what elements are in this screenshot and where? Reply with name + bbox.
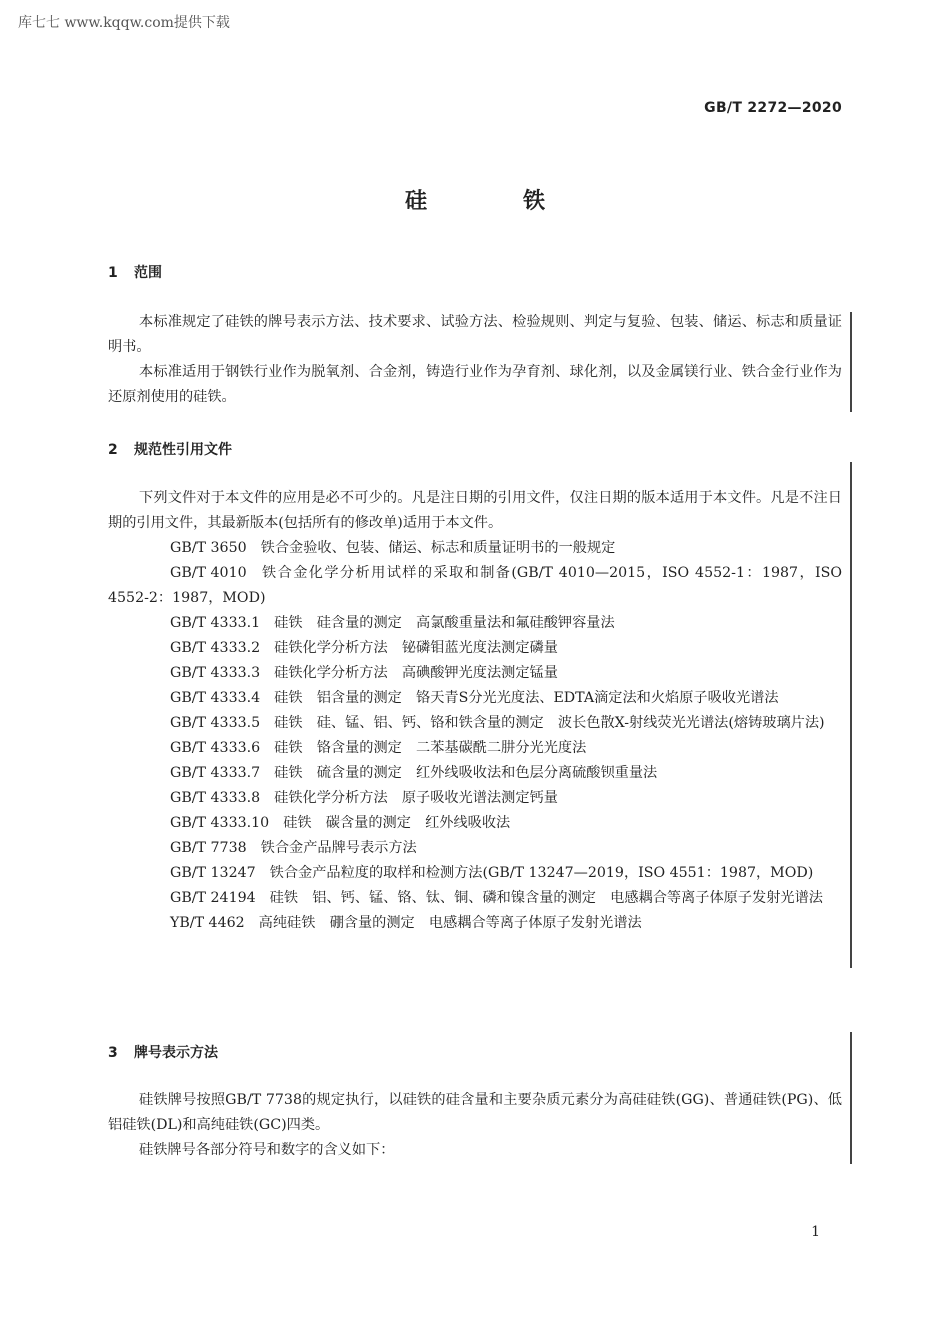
reference-title: 硅铁 铝含量的测定 铬天青S分光光度法、EDTA滴定法和火焰原子吸收光谱法 [274, 690, 779, 706]
reference-item [108, 561, 842, 611]
reference-item [108, 636, 842, 661]
section-heading-1 [108, 262, 162, 282]
section-1-body [108, 310, 842, 410]
change-bar [850, 462, 852, 968]
reference-code: GB/T 4333.10 [170, 815, 270, 831]
paragraph: 本标准规定了硅铁的牌号表示方法、技术要求、试验方法、检验规则、判定与复验、包装、储运、标志和质量证明书。 [108, 314, 842, 355]
reference-title: 硅铁 硅含量的测定 高氯酸重量法和氟硅酸钾容量法 [274, 615, 615, 631]
section-number: 3 [108, 1045, 118, 1061]
reference-title: 铁合金验收、包装、储运、标志和质量证明书的一般规定 [260, 540, 616, 556]
standard-number: GB/T 2272—2020 [704, 100, 842, 116]
reference-item [108, 786, 842, 811]
reference-title: 铁合金产品牌号表示方法 [260, 840, 417, 856]
section-3-body [108, 1088, 842, 1163]
paragraph: 硅铁牌号各部分符号和数字的含义如下： [139, 1142, 395, 1158]
reference-item [108, 761, 842, 786]
reference-item [108, 736, 842, 761]
reference-item [108, 611, 842, 636]
reference-code: GB/T 13247 [170, 865, 256, 881]
reference-code: GB/T 7738 [170, 840, 247, 856]
reference-item [108, 861, 842, 886]
reference-code: GB/T 3650 [170, 540, 247, 556]
reference-code: GB/T 4333.5 [170, 715, 261, 731]
reference-title: 硅铁 硫含量的测定 红外线吸收法和色层分离硫酸钡重量法 [274, 765, 658, 781]
reference-item [108, 686, 842, 711]
reference-item [108, 536, 842, 561]
page-title [0, 184, 950, 215]
reference-item [108, 836, 842, 861]
reference-code: GB/T 24194 [170, 890, 256, 906]
reference-code: GB/T 4333.2 [170, 640, 261, 656]
reference-title: 硅铁化学分析方法 高碘酸钾光度法测定锰量 [274, 665, 558, 681]
reference-title: 硅铁 硅、锰、铝、钙、铬和铁含量的测定 波长色散X-射线荧光光谱法(熔铸玻璃片法) [274, 715, 825, 731]
paragraph: 下列文件对于本文件的应用是必不可少的。凡是注日期的引用文件，仅注日期的版本适用于本文件。凡是不注日期的引用文件，其最新版本(包括所有的修改单)适用于本文件。 [108, 490, 842, 531]
section-number: 2 [108, 442, 118, 458]
page-number: 1 [811, 1224, 820, 1240]
reference-code: GB/T 4333.4 [170, 690, 261, 706]
reference-code: GB/T 4333.3 [170, 665, 261, 681]
reference-item [108, 811, 842, 836]
reference-title: 硅铁 铬含量的测定 二苯基碳酰二肼分光光度法 [274, 740, 587, 756]
section-heading-3 [108, 1042, 218, 1062]
reference-title: 硅铁 碳含量的测定 红外线吸收法 [283, 815, 511, 831]
title-char: 铁 [523, 189, 546, 214]
reference-code: GB/T 4333.8 [170, 790, 261, 806]
reference-title: 铁合金化学分析用试样的采取和制备(GB/T 4010—2015，ISO 4552-1：1987，ISO 4552-2：1987，MOD) [108, 565, 842, 606]
section-2-body [108, 486, 842, 936]
section-title: 规范性引用文件 [134, 442, 232, 458]
reference-title: 高纯硅铁 硼含量的测定 电感耦合等离子体原子发射光谱法 [258, 915, 642, 931]
reference-code: YB/T 4462 [170, 915, 245, 931]
change-bar [850, 1032, 852, 1164]
reference-item [108, 911, 842, 936]
reference-code: GB/T 4333.1 [170, 615, 261, 631]
section-title: 牌号表示方法 [134, 1045, 218, 1061]
watermark: 库七七 www.kqqw.com提供下载 [18, 15, 230, 31]
reference-item [108, 661, 842, 686]
change-bar [850, 312, 852, 412]
reference-item [108, 886, 842, 911]
paragraph: 本标准适用于钢铁行业作为脱氧剂、合金剂，铸造行业作为孕育剂、球化剂，以及金属镁行业、铁合金行业作为还原剂使用的硅铁。 [108, 364, 842, 405]
reference-title: 硅铁化学分析方法 铋磷钼蓝光度法测定磷量 [274, 640, 558, 656]
section-number: 1 [108, 265, 118, 281]
reference-code: GB/T 4010 [170, 565, 247, 581]
reference-title: 硅铁 铝、钙、锰、铬、钛、铜、磷和镍含量的测定 电感耦合等离子体原子发射光谱法 [269, 890, 823, 906]
reference-code: GB/T 4333.6 [170, 740, 261, 756]
section-title: 范围 [134, 265, 162, 281]
reference-code: GB/T 4333.7 [170, 765, 261, 781]
paragraph: 硅铁牌号按照GB/T 7738的规定执行，以硅铁的硅含量和主要杂质元素分为高硅硅铁(GG)、普通硅铁(PG)、低铝硅铁(DL)和高纯硅铁(GC)四类。 [108, 1092, 842, 1133]
title-char: 硅 [404, 189, 427, 214]
reference-item [108, 711, 842, 736]
reference-list [108, 536, 842, 936]
reference-title: 硅铁化学分析方法 原子吸收光谱法测定钙量 [274, 790, 558, 806]
section-heading-2 [108, 439, 232, 459]
reference-title: 铁合金产品粒度的取样和检测方法(GB/T 13247—2019，ISO 4551：1987，MOD) [269, 865, 814, 881]
